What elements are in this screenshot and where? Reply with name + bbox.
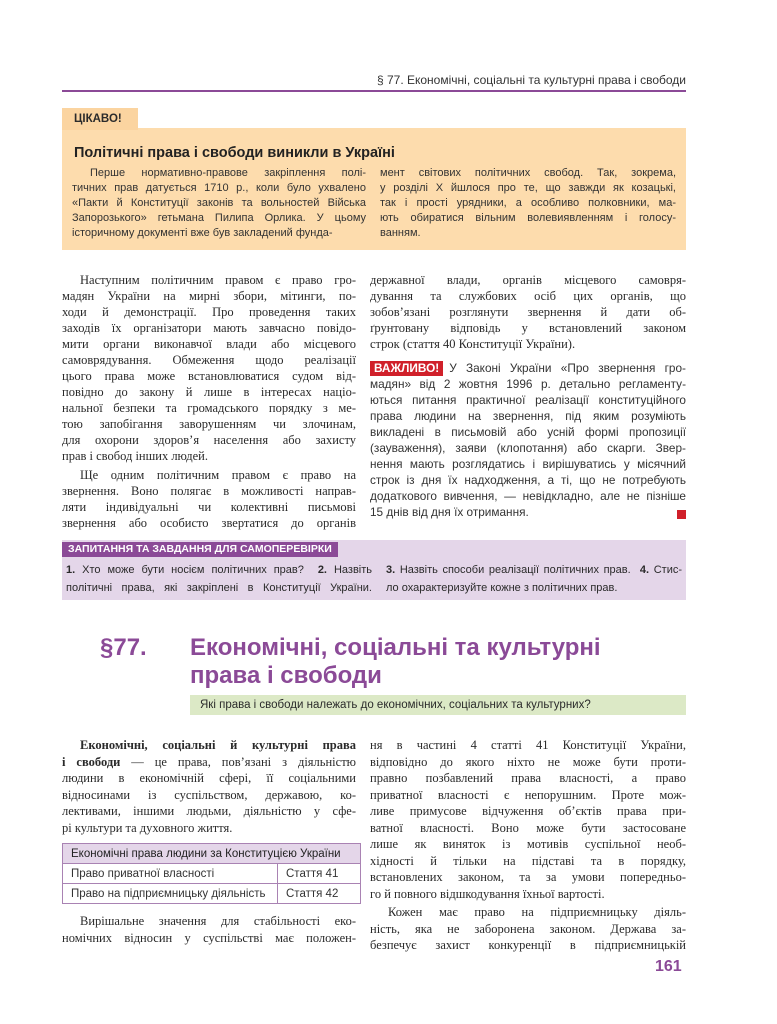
questions-left [66, 561, 372, 597]
text-line: ляти індивідуальні чи колективні письмові [62, 500, 356, 514]
text-line: мент світових політичних свобод. Так, зокрема, [380, 167, 676, 179]
questions-header: ЗАПИТАННЯ ТА ЗАВДАННЯ ДЛЯ САМОПЕРЕВІРКИ [62, 542, 338, 557]
fact-left-column [72, 166, 366, 241]
text-line: ватної власності. Воно може бути застосоване [370, 820, 686, 835]
text-line: Перше нормативно-правове закріплення полі- [90, 167, 366, 179]
body2-right-column [370, 737, 686, 954]
question-2: Назвіть [333, 564, 373, 576]
text-line: го й повного відшкодування їхньої вартості. [370, 886, 605, 901]
text-line: тичних прав датується 1710 р., коли було ухвалено [72, 182, 366, 194]
header-rule [62, 90, 686, 92]
running-head: § 77. Економічні, соціальні та культурні права і свободи [376, 73, 686, 87]
text-line: мадян України на мирні збори, мітинги, по- [62, 289, 356, 303]
paragraph [62, 913, 356, 946]
text-line: Ще одним політичним правом є право на [80, 468, 356, 482]
text-line: історичному документі вже був закладений фунда- [72, 227, 333, 239]
text-line: заходів їх організатори мають завчасно повідо- [62, 321, 356, 335]
section-question: Які права і свободи належать до економічних, соціальних та культурних? [190, 695, 686, 715]
question-4-cont: ло охарактеризуйте кожне з політичних прав. [386, 582, 618, 594]
end-marker-icon [677, 510, 686, 519]
text-line: ня в частині 4 статті 41 Конституції України, [370, 738, 686, 752]
table-row [63, 884, 361, 904]
text-line: строк (стаття 40 Конституції України). [370, 337, 576, 351]
text-line: правно позбавлений права власності, а право [370, 771, 686, 785]
text-line: лективами, іншими людьми, діяльністю у сфе- [62, 804, 356, 818]
text-line: ливе примусове відчуження об’єктів права при- [370, 804, 686, 818]
q-number: 2. [317, 564, 327, 576]
text-line: строк із дня їх надходження, а ті, що не потребують [370, 473, 686, 487]
text-line: людини в економічній сфері, її соціальними [62, 771, 356, 785]
question-1: Хто може бути носієм політичних прав? [82, 564, 304, 576]
text-line: ходи й демонстрації. Про проведення таких [62, 305, 356, 319]
text-line: безпечує захист конкуренції в підприємницькій [370, 938, 686, 952]
fact-tab: ЦІКАВО! [62, 108, 138, 130]
q-number: 3. [386, 564, 396, 576]
table-cell: Стаття 41 [278, 864, 361, 884]
fact-title: Політичні права і свободи виникли в Україні [74, 145, 395, 161]
text-line: рі культури та духовного життя. [62, 820, 233, 835]
rights-table [62, 843, 361, 904]
text-line [386, 561, 682, 579]
text-line: встановлених законом, та за умови попередньо- [370, 870, 686, 884]
text-line: дування та службових осіб цих органів, що [370, 289, 686, 303]
text-line: нальної безпеки та громадського порядку з ме- [62, 401, 356, 415]
question-4: Стис- [653, 564, 683, 576]
text-line: цього права може встановлюватися судом від- [62, 369, 356, 383]
important-note [370, 360, 686, 520]
text-line: відповідно до якого ніхто не може бути проти- [370, 754, 686, 769]
text-line: Кожен має право на підприємницьку діяль- [388, 905, 686, 919]
q-number: 1. [66, 564, 76, 576]
text-line: тою запобігання заворушенням чи злочинам, [62, 417, 356, 431]
text: — це права, пов’язані з діяльністю [120, 754, 356, 769]
text-line: (зауваження), заяви (клопотання) або скарги. Звер- [370, 441, 686, 455]
section-title-line: Економічні, соціальні та культурні [190, 634, 601, 661]
section-number: §77. [100, 634, 147, 661]
paragraph [370, 737, 686, 902]
paragraph [370, 272, 686, 352]
text-line: у розділі Х йшлося про те, що завжди як козацькі, [380, 182, 676, 194]
text-line: звернення або особисто звертатися до органів [62, 516, 356, 530]
question-2-cont: політичні права, які закріплені в Конституції України. [66, 582, 372, 594]
text-line: прав і свобод інших людей. [62, 449, 208, 463]
text-line: ються питання практичної реалізації конституційного [370, 393, 686, 407]
table-cell: Право приватної власності [63, 864, 278, 884]
text-line: Запорозького» гетьмана Пилипа Орлика. У цьому [72, 212, 366, 224]
text-line: зобов’язані розглянути звернення й дати об- [370, 305, 686, 319]
text-line: права людини на звернення, під яким розуміють [370, 409, 686, 423]
section-title-line: права і свободи [190, 662, 382, 689]
text-line: ють обиратися вільним волевиявленням і голосу- [380, 212, 676, 224]
text-line: державної влади, органів місцевого самовря- [370, 273, 686, 287]
text-line: так і прості урядники, а особливо полковники, ма- [380, 197, 676, 209]
text-line: 15 днів від дня їх отримання. [370, 505, 529, 519]
text-line: мити органи виконавчої влади або місцевого [62, 337, 356, 351]
body-right-column [370, 272, 686, 352]
text-line: самоврядування. Обмеження щодо реалізації [62, 353, 356, 367]
important-text [370, 376, 686, 520]
text-line: Наступним політичним правом є право гро- [80, 273, 356, 287]
page-number: 161 [655, 958, 682, 975]
section-title [190, 634, 601, 690]
text-line: хідності й тільки на підставі та в порядку, [370, 853, 686, 868]
text-line: додаткового вивчення, — невідкладно, але не пізніше [370, 489, 686, 503]
text-line: повідно до закону й лише в інтересах націо- [62, 385, 356, 399]
q-number: 4. [639, 564, 650, 576]
term: Економічні, соціальні й культурні права [80, 738, 356, 752]
term: і свободи [62, 754, 121, 769]
text-line: «Пакти й Конституції законів та вольностей Війська [72, 197, 366, 209]
paragraph [370, 904, 686, 954]
text-line: викладені в письмовій або усній формі пропозиції [370, 425, 686, 439]
text-line: ґрунтовану відповідь у встановлений законом [370, 321, 686, 335]
fact-right-column [380, 166, 676, 241]
table-cell: Право на підприємницьку діяльність [63, 884, 278, 904]
paragraph [62, 467, 356, 531]
text-line: У Законі України «Про звернення гро- [449, 361, 686, 375]
text-line: ванням. [380, 227, 421, 239]
paragraph [62, 272, 356, 464]
text-line: відносинами із суспільством, державою, ко- [62, 787, 356, 802]
text-line: ність, яка не заборонена законом. Держава за- [370, 921, 686, 936]
table-cell: Стаття 42 [278, 884, 361, 904]
body2-left-column [62, 737, 356, 836]
table-header: Економічні права людини за Конституцією України [63, 844, 361, 864]
paragraph [62, 770, 356, 836]
text-line: номічних відносин у суспільстві має положен- [62, 930, 356, 945]
text-line: лише як виняток із мотивів суспільної необ- [370, 837, 686, 851]
text-line: мадян» від 2 жовтня 1996 р. детально регламенту- [370, 377, 686, 391]
text-line [66, 561, 372, 579]
text-line: приватної власності є непорушним. Проте мож- [370, 787, 686, 802]
question-3: Назвіть способи реалізації політичних прав. [399, 564, 631, 576]
text-line: нення мають розглядатись і вирішуватись у місячний [370, 457, 686, 471]
text-line: для охорони здоров’я населення або захисту [62, 433, 356, 447]
text-line [62, 737, 356, 754]
body-left-column [62, 272, 356, 531]
text-line: Вирішальне значення для стабільності еко- [80, 914, 356, 928]
text-line: звернення. Воно полягає в можливості направ- [62, 484, 356, 498]
table-row [63, 864, 361, 884]
important-badge: ВАЖЛИВО! [370, 361, 443, 376]
questions-right [386, 561, 682, 597]
text-line [62, 754, 356, 771]
text-line [370, 360, 686, 376]
